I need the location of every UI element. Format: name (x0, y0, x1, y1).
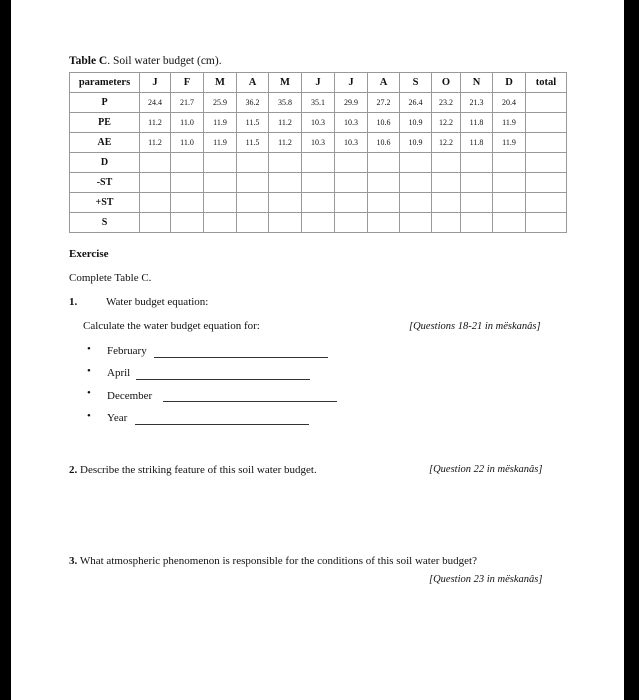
table-cell: 35.1 (302, 93, 335, 113)
table-cell (335, 173, 368, 193)
table-cell: 12.2 (432, 113, 461, 133)
table-body (70, 93, 567, 233)
answer-line-april[interactable] (136, 379, 310, 380)
row-label: PE (70, 113, 140, 133)
table-cell (432, 153, 461, 173)
table-cell (493, 153, 526, 173)
table-cell (493, 193, 526, 213)
table-row (70, 193, 567, 213)
table-cell (526, 193, 567, 213)
table-cell (140, 153, 171, 173)
table-cell (237, 193, 269, 213)
table-cell (237, 213, 269, 233)
table-cell (368, 173, 400, 193)
table-cell (204, 173, 237, 193)
table-cell: 11.9 (204, 113, 237, 133)
table-cell: 10.3 (302, 113, 335, 133)
table-cell: 11.9 (493, 113, 526, 133)
table-cell: 27.2 (368, 93, 400, 113)
table-cell (493, 213, 526, 233)
answer-label-april: April (107, 367, 131, 379)
table-cell: 11.2 (140, 113, 171, 133)
table-cell (493, 173, 526, 193)
table-cell: 23.2 (432, 93, 461, 113)
answer-line-february[interactable] (154, 357, 328, 358)
header-cell: O (432, 73, 461, 93)
table-cell (335, 193, 368, 213)
table-cell (526, 93, 567, 113)
table-row (70, 133, 567, 153)
table-cell: 26.4 (400, 93, 432, 113)
table-cell (204, 213, 237, 233)
table-header-row (70, 73, 567, 93)
table-row (70, 153, 567, 173)
table-cell: 21.3 (461, 93, 493, 113)
bullet-icon: • (87, 365, 91, 377)
header-cell: F (171, 73, 204, 93)
table-cell (302, 193, 335, 213)
row-label: -ST (70, 173, 140, 193)
question-3: 3. What atmospheric phenomenon is responsible for the conditions of this soil water budget? (69, 555, 477, 567)
question-2: 2. Describe the striking feature of this soil water budget. (69, 464, 317, 476)
table-cell: 10.6 (368, 113, 400, 133)
row-label: P (70, 93, 140, 113)
table-cell (461, 213, 493, 233)
table-cell (302, 153, 335, 173)
worksheet-page (11, 0, 624, 700)
answer-line-december[interactable] (163, 401, 337, 402)
question-1-number: 1. (69, 296, 78, 308)
table-cell (237, 153, 269, 173)
table-cell (171, 153, 204, 173)
question-3-reference: [Question 23 in mëskanâs] (429, 574, 543, 585)
table-cell: 21.7 (171, 93, 204, 113)
table-row (70, 173, 567, 193)
table-cell (400, 193, 432, 213)
header-cell: M (269, 73, 302, 93)
table-cell (400, 153, 432, 173)
table-cell (432, 173, 461, 193)
table-cell: 11.5 (237, 133, 269, 153)
table-cell (204, 193, 237, 213)
table-cell: 24.4 (140, 93, 171, 113)
table-cell: 10.9 (400, 133, 432, 153)
table-cell (302, 213, 335, 233)
table-cell (269, 153, 302, 173)
answer-line-year[interactable] (135, 424, 309, 425)
table-cell (269, 193, 302, 213)
complete-instruction: Complete Table C. (69, 272, 152, 284)
header-cell: S (400, 73, 432, 93)
table-cell (302, 173, 335, 193)
row-label: AE (70, 133, 140, 153)
table-cell (526, 113, 567, 133)
table-row (70, 93, 567, 113)
table-cell (140, 193, 171, 213)
row-label: D (70, 153, 140, 173)
table-cell (171, 193, 204, 213)
header-cell: total (526, 73, 567, 93)
table-cell: 11.2 (140, 133, 171, 153)
table-cell: 11.5 (237, 113, 269, 133)
table-cell (461, 193, 493, 213)
table-cell (368, 153, 400, 173)
header-cell: N (461, 73, 493, 93)
table-cell (526, 133, 567, 153)
table-cell (400, 173, 432, 193)
table-cell (204, 153, 237, 173)
table-cell (140, 173, 171, 193)
answer-label-february: February (107, 345, 147, 357)
header-cell: J (302, 73, 335, 93)
table-row (70, 113, 567, 133)
table-cell: 35.8 (269, 93, 302, 113)
table-cell (400, 213, 432, 233)
table-cell (432, 193, 461, 213)
row-label: +ST (70, 193, 140, 213)
header-cell: J (140, 73, 171, 93)
table-cell (526, 213, 567, 233)
answer-label-december: December (107, 390, 153, 402)
header-cell: parameters (70, 73, 140, 93)
header-cell: A (368, 73, 400, 93)
table-cell: 11.8 (461, 113, 493, 133)
table-cell (526, 173, 567, 193)
table-cell: 11.0 (171, 133, 204, 153)
table-cell: 12.2 (432, 133, 461, 153)
table-cell (269, 213, 302, 233)
table-cell: 11.2 (269, 133, 302, 153)
table-cell (335, 153, 368, 173)
table-cell: 10.3 (335, 133, 368, 153)
table-cell: 36.2 (237, 93, 269, 113)
table-cell (461, 153, 493, 173)
question-1-reference: [Questions 18-21 in mëskanâs] (409, 321, 541, 332)
soil-water-budget-table (69, 72, 567, 233)
bullet-icon: • (87, 387, 91, 399)
table-cell (461, 173, 493, 193)
table-cell (237, 173, 269, 193)
table-cell: 11.9 (493, 133, 526, 153)
table-cell: 11.0 (171, 113, 204, 133)
header-cell: M (204, 73, 237, 93)
table-cell: 10.6 (368, 133, 400, 153)
table-cell (171, 173, 204, 193)
row-label: S (70, 213, 140, 233)
question-2-reference: [Question 22 in mëskanâs] (429, 464, 543, 475)
question-1-title: Water budget equation: (106, 296, 209, 308)
table-cell: 11.9 (204, 133, 237, 153)
table-cell: 10.3 (302, 133, 335, 153)
table-cell: 25.9 (204, 93, 237, 113)
answer-label-year: Year (107, 412, 128, 424)
table-row (70, 213, 567, 233)
table-cell: 20.4 (493, 93, 526, 113)
table-cell (368, 193, 400, 213)
table-cell (432, 213, 461, 233)
table-cell: 10.9 (400, 113, 432, 133)
table-cell (368, 213, 400, 233)
table-cell: 10.3 (335, 113, 368, 133)
table-title: Table C. Soil water budget (cm). (69, 55, 222, 67)
table-cell (335, 213, 368, 233)
table-cell: 29.9 (335, 93, 368, 113)
header-cell: D (493, 73, 526, 93)
question-1-instruction: Calculate the water budget equation for: (83, 320, 260, 332)
bullet-icon: • (87, 343, 91, 355)
bullet-icon: • (87, 410, 91, 422)
header-cell: J (335, 73, 368, 93)
table-cell (171, 213, 204, 233)
table-cell (526, 153, 567, 173)
table-cell (269, 173, 302, 193)
exercise-heading: Exercise (69, 248, 109, 260)
table-cell (140, 213, 171, 233)
table-cell: 11.2 (269, 113, 302, 133)
table-cell: 11.8 (461, 133, 493, 153)
header-cell: A (237, 73, 269, 93)
